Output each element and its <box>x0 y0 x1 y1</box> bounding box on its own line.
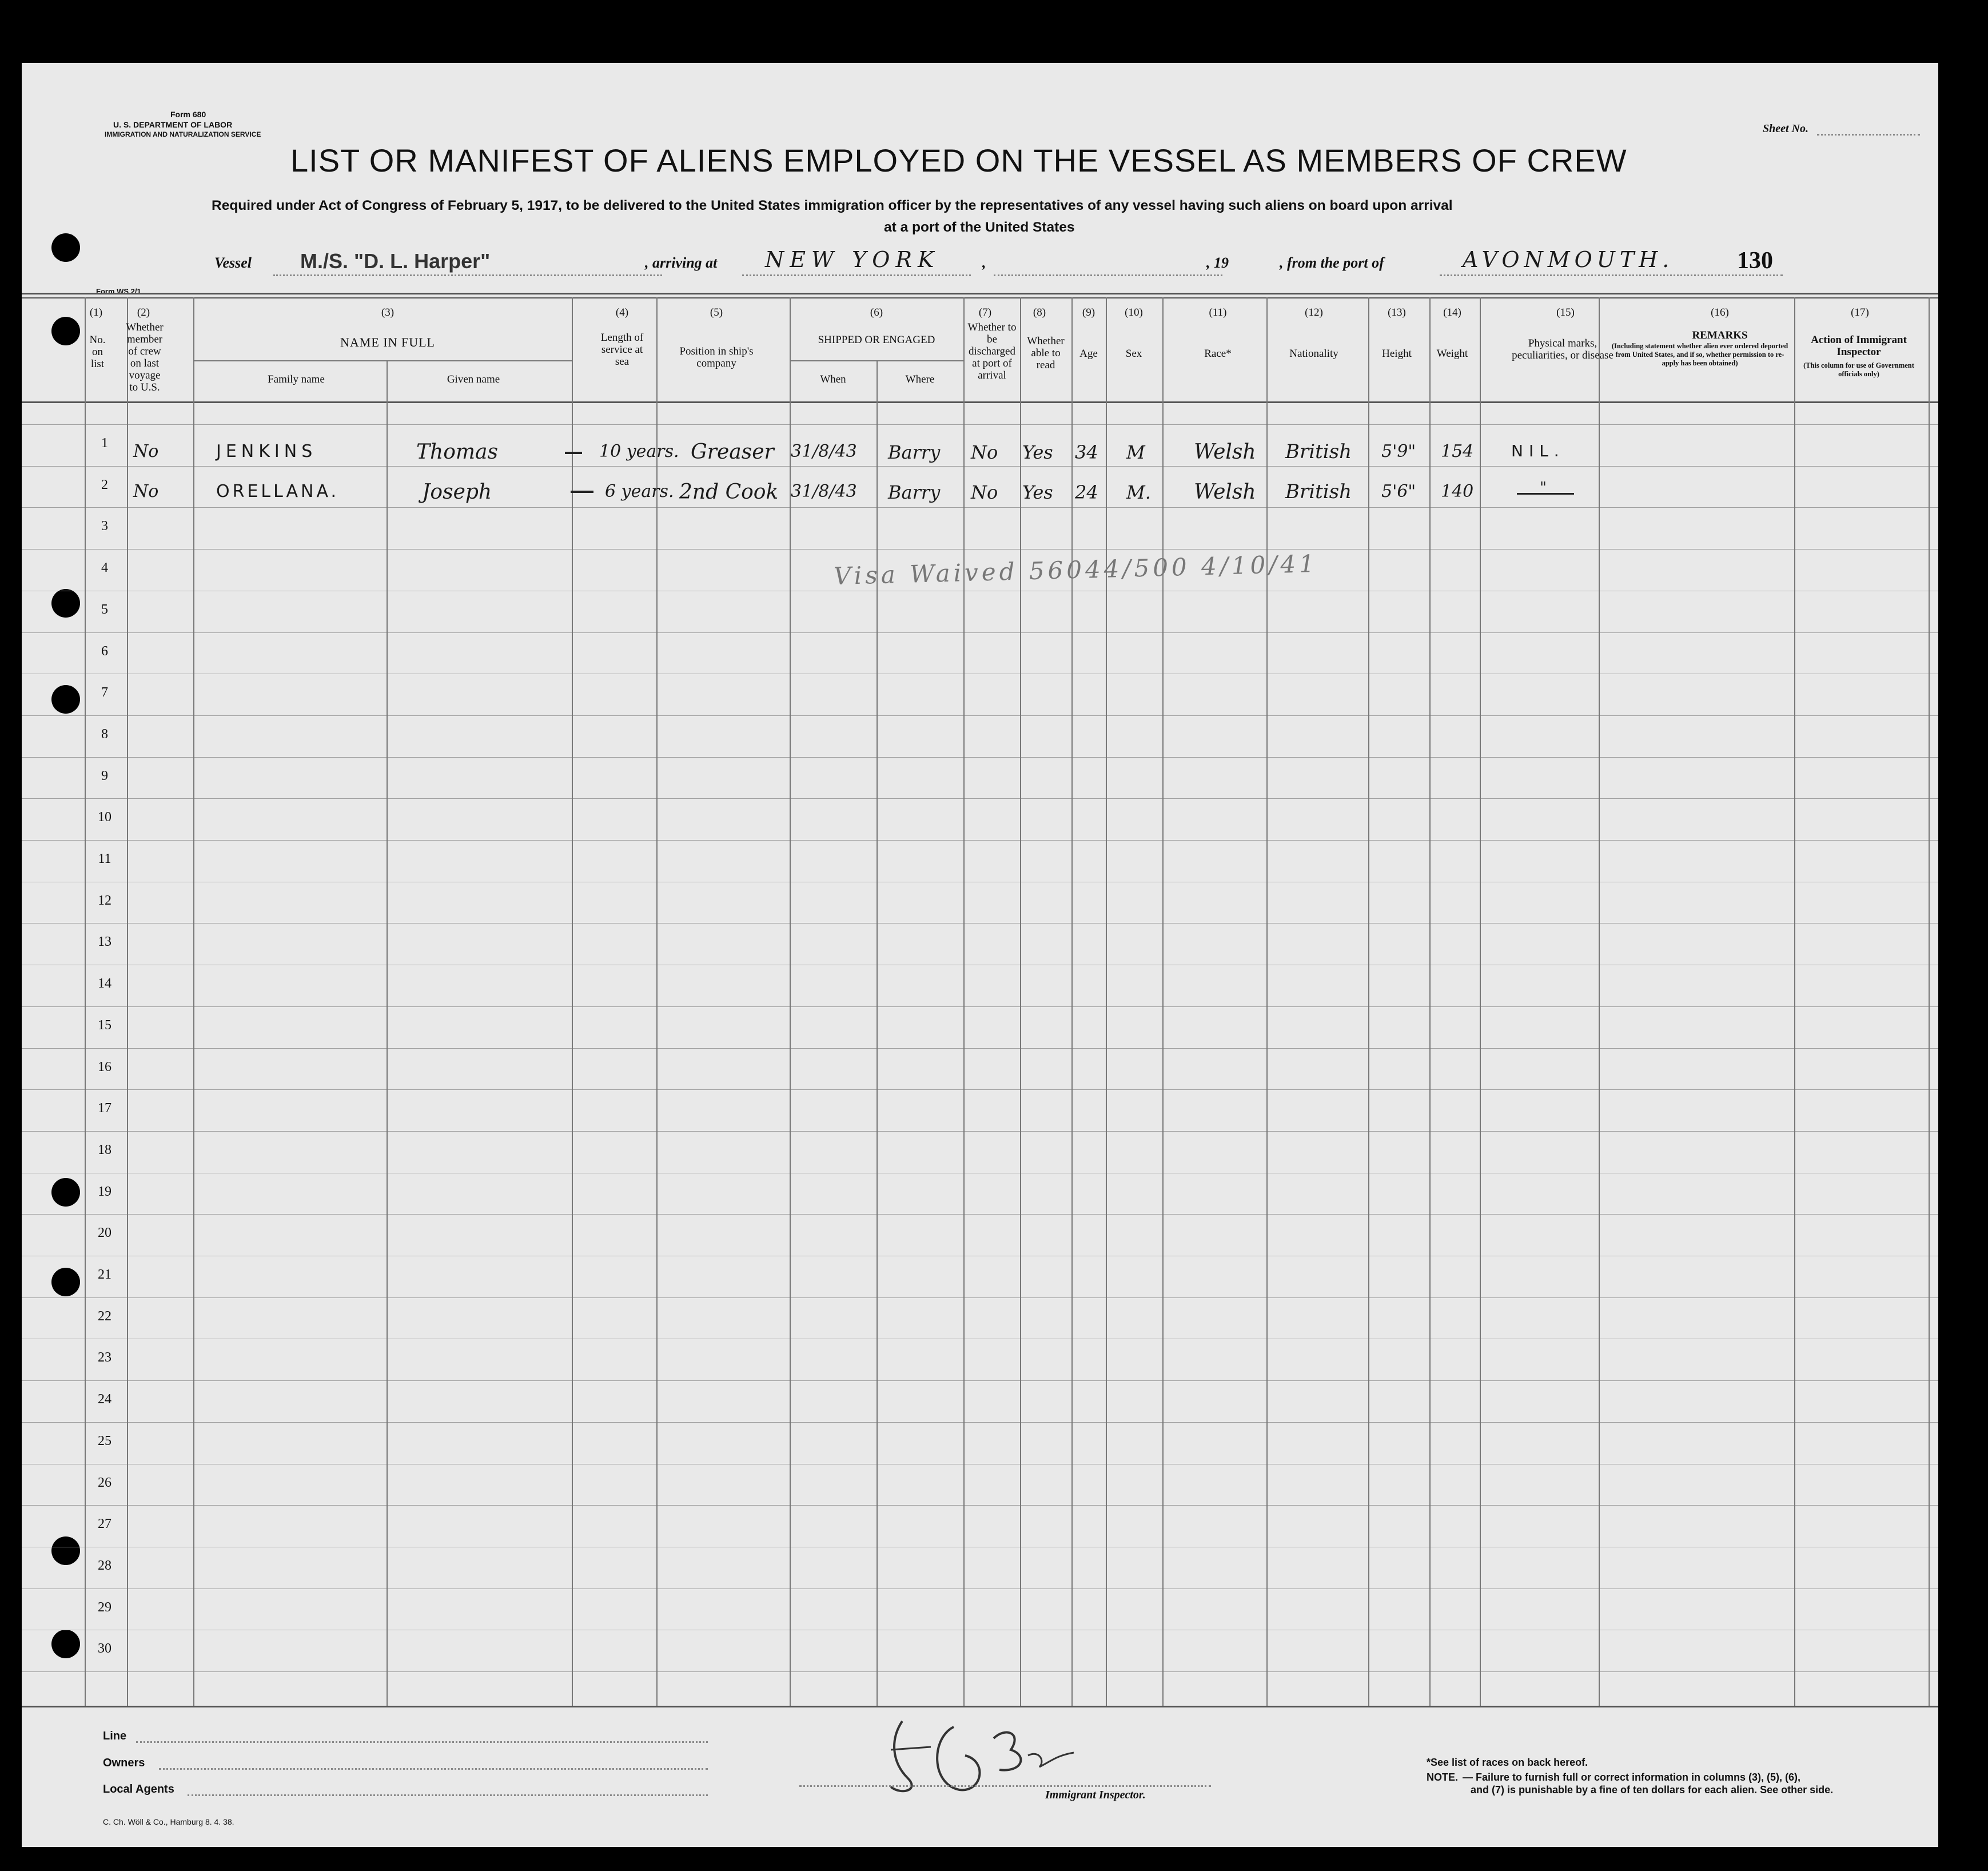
row-number: 24 <box>98 1392 111 1407</box>
column-rule <box>193 297 194 1706</box>
row-rule <box>22 757 1938 758</box>
col-9-number: (9) <box>1082 306 1095 319</box>
row-1-given-name: Thomas <box>416 440 498 464</box>
row-rule <box>22 840 1938 841</box>
note-label: NOTE. <box>1427 1772 1459 1783</box>
table-bottom-rule <box>22 1706 1938 1707</box>
col-9-label: Age <box>1079 348 1098 360</box>
col-11-number: (11) <box>1209 306 1227 319</box>
footer-line-dots <box>136 1741 708 1743</box>
row-number: 18 <box>98 1142 111 1157</box>
form-number: Form 680 <box>170 110 206 119</box>
subtitle-line-1: Required under Act of Congress of February 5, 1917, to be delivered to the United States immigration officer by the representatives of any vessel having such aliens on board upon arrival <box>212 198 1453 213</box>
row-2-where: Barry <box>888 481 941 503</box>
column-rule <box>387 360 388 1706</box>
row-number: 21 <box>98 1267 111 1282</box>
row-2-discharged: No <box>971 481 998 503</box>
col-8-number: (8) <box>1033 306 1046 319</box>
row-2-sex: M. <box>1126 481 1151 503</box>
arriving-comma: , <box>982 254 986 271</box>
col-15-label: Physical marks, peculiarities, or disease <box>1512 337 1613 361</box>
row-2-nationality: British <box>1285 480 1352 503</box>
row-1-name-dash <box>565 452 582 454</box>
row-rule <box>22 798 1938 799</box>
row-number: 28 <box>98 1558 111 1573</box>
col-6-where-label: Where <box>905 373 935 385</box>
col-7-number: (7) <box>978 306 992 319</box>
row-2-physical-marks: " <box>1540 479 1547 496</box>
col-10-number: (10) <box>1125 306 1143 319</box>
row-1-discharged: No <box>971 441 998 463</box>
row-1-when: 31/8/43 <box>791 441 857 461</box>
row-1-read: Yes <box>1022 441 1053 463</box>
row-rule <box>22 1089 1938 1090</box>
row-rule <box>22 1505 1938 1506</box>
row-number: 19 <box>98 1184 111 1199</box>
row-2-position: 2nd Cook <box>679 480 779 504</box>
column-rule <box>790 297 791 1706</box>
column-rule <box>572 297 573 1706</box>
table-top-rule-2 <box>22 297 1938 298</box>
row-2-last-voyage: No <box>133 481 159 501</box>
row-number: 23 <box>98 1350 111 1365</box>
column-rule <box>1480 297 1481 1706</box>
column-rule <box>1020 297 1021 1706</box>
col-17-label: Action of Immigrant Inspector <box>1811 334 1907 358</box>
row-rule <box>22 632 1938 633</box>
row-number: 4 <box>101 560 108 575</box>
col-16-number: (16) <box>1711 306 1729 319</box>
col-17-number: (17) <box>1851 306 1869 319</box>
punch-hole <box>51 1268 80 1296</box>
col-5-label: Position in ship's company <box>679 345 754 369</box>
col-16-label: REMARKS <box>1692 329 1748 341</box>
row-2-family-name: ORELLANA. <box>216 481 340 501</box>
row-rule <box>22 1422 1938 1423</box>
row-1-last-voyage: No <box>133 441 159 461</box>
row-2-read: Yes <box>1022 481 1053 503</box>
col-6-when-label: When <box>820 373 846 385</box>
col-2-number: (2) <box>137 306 150 319</box>
inspector-label: Immigrant Inspector. <box>1045 1789 1146 1801</box>
row-rule <box>22 466 1938 467</box>
col-5-number: (5) <box>710 306 723 319</box>
col-7-label: Whether to be discharged at port of arrival <box>967 321 1017 381</box>
date-line-dots <box>994 274 1222 276</box>
row-rule <box>22 549 1938 550</box>
column-rule <box>1368 297 1369 1706</box>
column-rule <box>1106 297 1107 1706</box>
row-number: 30 <box>98 1641 111 1656</box>
punch-hole <box>51 317 80 345</box>
punch-hole <box>51 589 80 618</box>
row-2-weight: 140 <box>1441 481 1474 501</box>
row-number: 17 <box>98 1101 111 1116</box>
col-4-label: Length of service at sea <box>600 332 644 368</box>
name-subheader-rule <box>193 360 572 361</box>
subtitle-line-2: at a port of the United States <box>884 220 1075 235</box>
column-rule <box>1266 297 1268 1706</box>
row-1-height: 5'9" <box>1381 441 1416 461</box>
row-number: 2 <box>101 477 108 492</box>
row-number: 13 <box>98 934 111 949</box>
row-1-where: Barry <box>888 441 941 463</box>
col-4-number: (4) <box>615 306 629 319</box>
col-16-note: (Including statement whether alien ever ordered deported from United States, and if so, whether permission to re-apply has been obtained) <box>1611 342 1788 367</box>
row-number: 3 <box>101 519 108 534</box>
row-rule <box>22 1380 1938 1381</box>
port-label: , from the port of <box>1280 254 1384 271</box>
manifest-sheet <box>22 63 1938 1847</box>
year-label: , 19 <box>1206 254 1229 271</box>
row-number: 20 <box>98 1225 111 1240</box>
printer-credit: C. Ch. Wöll & Co., Hamburg 8. 4. 38. <box>103 1817 234 1826</box>
column-rule <box>1599 297 1600 1706</box>
col-14-label: Weight <box>1436 348 1468 360</box>
row-rule <box>22 507 1938 508</box>
vessel-label: Vessel <box>214 254 252 271</box>
column-rule <box>1162 297 1164 1706</box>
sheet-number-line <box>1817 134 1920 136</box>
row-number: 26 <box>98 1475 111 1490</box>
row-2-age: 24 <box>1075 481 1098 503</box>
note-races: *See list of races on back hereof. <box>1427 1757 1588 1768</box>
row-1-service: 10 years. <box>599 441 679 461</box>
row-rule <box>22 1214 1938 1215</box>
row-rule <box>22 1671 1938 1672</box>
row-number: 11 <box>98 851 111 866</box>
column-rule <box>1071 297 1073 1706</box>
department-name: U. S. DEPARTMENT OF LABOR <box>113 120 233 129</box>
row-1-sex: M <box>1126 441 1145 463</box>
column-rule <box>1794 297 1795 1706</box>
row-number: 22 <box>98 1309 111 1324</box>
punch-hole <box>51 233 80 262</box>
page-number: 130 <box>1737 248 1773 274</box>
row-number: 5 <box>101 602 108 617</box>
col-1-number: (1) <box>89 306 103 319</box>
col-17-note: (This column for use of Government officials only) <box>1803 361 1914 378</box>
column-rule <box>1429 297 1431 1706</box>
col-12-number: (12) <box>1305 306 1323 319</box>
row-number: 15 <box>98 1018 111 1033</box>
arriving-label: , arriving at <box>645 254 718 271</box>
column-rule <box>963 297 965 1706</box>
row-number: 10 <box>98 810 111 825</box>
footer-agents-dots <box>188 1794 708 1796</box>
row-1-position: Greaser <box>691 440 774 464</box>
row-number: 14 <box>98 976 111 991</box>
row-2-service: 6 years. <box>605 481 674 501</box>
row-number: 12 <box>98 893 111 908</box>
row-2-name-dash <box>571 491 593 493</box>
row-2-race: Welsh <box>1194 480 1256 504</box>
vessel-line-dots <box>273 274 662 276</box>
footer-owners-label: Owners <box>103 1757 145 1769</box>
col-6-number: (6) <box>870 306 883 319</box>
row-2-given-name: Joseph <box>422 480 492 504</box>
row-1-weight: 154 <box>1441 441 1474 461</box>
column-rule <box>85 297 86 1706</box>
punch-hole <box>51 1630 80 1658</box>
column-rule <box>127 297 128 1706</box>
col-6-label: SHIPPED OR ENGAGED <box>818 334 935 346</box>
arriving-port: NEW YORK <box>765 247 940 272</box>
vessel-name: M./S. "D. L. Harper" <box>300 249 491 273</box>
col-3-number: (3) <box>381 306 395 319</box>
row-1-physical-marks: NIL. <box>1511 441 1565 460</box>
row-rule <box>22 424 1938 425</box>
inspector-signature-line <box>799 1785 1211 1787</box>
note-text-2: and (7) is punishable by a fine of ten dollars for each alien. See other side. <box>1471 1784 1834 1796</box>
row-number: 27 <box>98 1516 111 1531</box>
row-1-race: Welsh <box>1194 440 1256 464</box>
visa-waived-note: Visa Waived 56044/500 4/10/41 <box>833 549 1318 591</box>
col-3-family-label: Family name <box>268 373 325 385</box>
row-number: 25 <box>98 1434 111 1448</box>
header-bottom-rule <box>22 401 1938 403</box>
arriving-line-dots <box>742 274 971 276</box>
col-10-label: Sex <box>1125 348 1142 360</box>
row-1-age: 34 <box>1075 441 1098 463</box>
column-rule <box>656 297 658 1706</box>
row-rule <box>22 1006 1938 1007</box>
table-top-rule <box>22 293 1938 294</box>
row-rule <box>22 1048 1938 1049</box>
sheet-label: Sheet No. <box>1763 122 1808 135</box>
form-ws-number: Form WS 2/1 <box>96 287 141 296</box>
row-number: 29 <box>98 1600 111 1615</box>
col-15-number: (15) <box>1556 306 1575 319</box>
row-number: 9 <box>101 769 108 783</box>
row-2-when: 31/8/43 <box>791 481 857 501</box>
footer-agents-label: Local Agents <box>103 1783 174 1796</box>
port-line-dots <box>1440 274 1783 276</box>
row-number: 7 <box>101 685 108 700</box>
col-3-given-label: Given name <box>447 373 500 385</box>
row-number: 16 <box>98 1060 111 1074</box>
col-11-label: Race* <box>1204 348 1232 360</box>
column-rule <box>1929 297 1930 1706</box>
punch-hole <box>51 1536 80 1565</box>
row-1-nationality: British <box>1285 440 1352 463</box>
row-rule <box>22 1297 1938 1298</box>
punch-hole <box>51 1178 80 1207</box>
row-2-height: 5'6" <box>1381 481 1416 501</box>
row-number: 8 <box>101 727 108 742</box>
page-title: LIST OR MANIFEST OF ALIENS EMPLOYED ON THE VESSEL AS MEMBERS OF CREW <box>290 142 1627 178</box>
col-1-label: No. on list <box>89 334 106 370</box>
departure-port: AVONMOUTH. <box>1463 247 1674 272</box>
footer-line-label: Line <box>103 1730 127 1742</box>
row-number: 1 <box>101 436 108 451</box>
col-8-label: Whether able to read <box>1027 335 1065 371</box>
col-14-number: (14) <box>1443 306 1461 319</box>
row-rule <box>22 1131 1938 1132</box>
service-name: IMMIGRATION AND NATURALIZATION SERVICE <box>105 130 261 138</box>
col-13-number: (13) <box>1388 306 1406 319</box>
punch-hole <box>51 685 80 714</box>
col-3-label: NAME IN FULL <box>340 335 435 349</box>
row-1-family-name: JENKINS <box>216 441 317 461</box>
col-12-label: Nationality <box>1289 348 1338 360</box>
col-2-label: Whether member of crew on last voyage to U.S. <box>126 321 164 393</box>
col-13-label: Height <box>1382 348 1412 360</box>
row-rule <box>22 715 1938 716</box>
row-number: 6 <box>101 644 108 659</box>
note-text: — Failure to furnish full or correct information in columns (3), (5), (6), <box>1463 1772 1801 1783</box>
footer-owners-dots <box>159 1768 708 1770</box>
